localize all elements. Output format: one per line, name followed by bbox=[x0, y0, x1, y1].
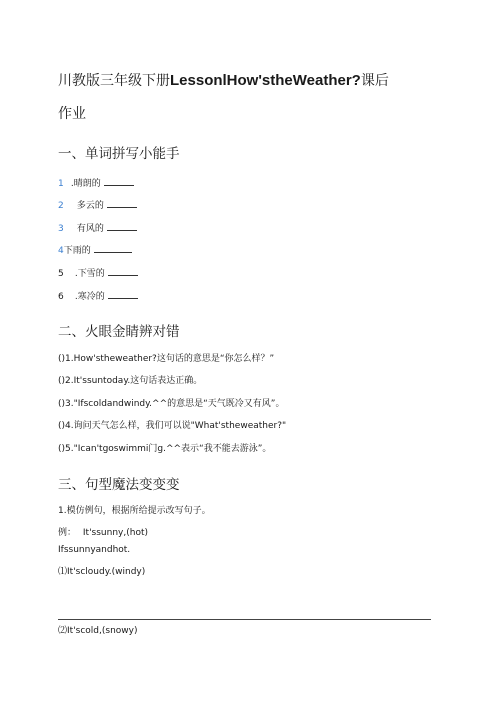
item-number: 2 bbox=[58, 201, 64, 211]
spelling-item-3 bbox=[58, 221, 137, 234]
spelling-item-1 bbox=[58, 176, 134, 189]
item-number: 3 bbox=[58, 224, 64, 234]
section3-heading: 三、句型魔法变变变 bbox=[58, 477, 180, 493]
rewrite-question-1: ⑴It'scloudy.(windy) bbox=[58, 567, 146, 577]
title-lesson: LessonlHow'stheWeather? bbox=[170, 72, 361, 89]
spelling-item-2 bbox=[58, 198, 137, 211]
item-text: 有风的 bbox=[76, 224, 104, 234]
item-number: 1 bbox=[58, 179, 64, 189]
example-answer: Ifssunnyandhot. bbox=[58, 545, 131, 555]
answer-line[interactable] bbox=[58, 619, 431, 620]
answer-blank[interactable] bbox=[108, 267, 138, 276]
answer-blank[interactable] bbox=[107, 222, 137, 231]
title-suffix: 课后 bbox=[360, 73, 389, 89]
item-text: 下雨的 bbox=[63, 246, 91, 256]
true-false-item-1: ()1.How'stheweather?这句话的意思是“你怎么样？” bbox=[58, 354, 275, 364]
section1-heading: 一、单词拼写小能手 bbox=[58, 146, 180, 162]
true-false-item-3: ()3."Ifscoldandwindy.^^的意思是“天气既冷又有风”。 bbox=[58, 399, 285, 409]
item-number: 5 bbox=[58, 269, 64, 279]
section2-heading: 二、火眼金睛辨对错 bbox=[58, 324, 180, 340]
example-sentence bbox=[58, 525, 148, 538]
title-prefix: 川教版三年级下册 bbox=[58, 73, 170, 89]
rewrite-question-2: ⑵It'scold,(snowy) bbox=[58, 626, 138, 636]
true-false-item-2: ()2.It'ssuntoday.这句话表达正确。 bbox=[58, 376, 203, 386]
spelling-item-6 bbox=[58, 289, 138, 302]
document-title-line2: 作业 bbox=[58, 106, 86, 122]
item-text: .下雪的 bbox=[74, 269, 105, 279]
item-number: 6 bbox=[58, 292, 64, 302]
item-text: 多云的 bbox=[76, 201, 104, 211]
item-number: 4 bbox=[58, 246, 64, 256]
answer-blank[interactable] bbox=[94, 244, 132, 253]
answer-blank[interactable] bbox=[108, 290, 138, 299]
item-text: .寒冷的 bbox=[74, 292, 105, 302]
true-false-item-5: ()5."Ican'tgoswimmi门g.^^表示“我不能去游泳”。 bbox=[58, 444, 272, 454]
spelling-item-5 bbox=[58, 266, 138, 279]
answer-blank[interactable] bbox=[104, 177, 134, 186]
rewrite-instruction: 1.模仿例句，根据所给提示改写句子。 bbox=[58, 506, 211, 516]
example-text: It'ssunny,(hot) bbox=[82, 528, 148, 538]
item-text: .晴朗的 bbox=[70, 179, 101, 189]
example-label: 例： bbox=[58, 528, 77, 538]
spelling-item-4 bbox=[58, 243, 132, 256]
answer-blank[interactable] bbox=[107, 199, 137, 208]
true-false-item-4: ()4.询问天气怎么样，我们可以说"What'stheweather?" bbox=[58, 421, 287, 431]
document-title bbox=[58, 70, 389, 90]
